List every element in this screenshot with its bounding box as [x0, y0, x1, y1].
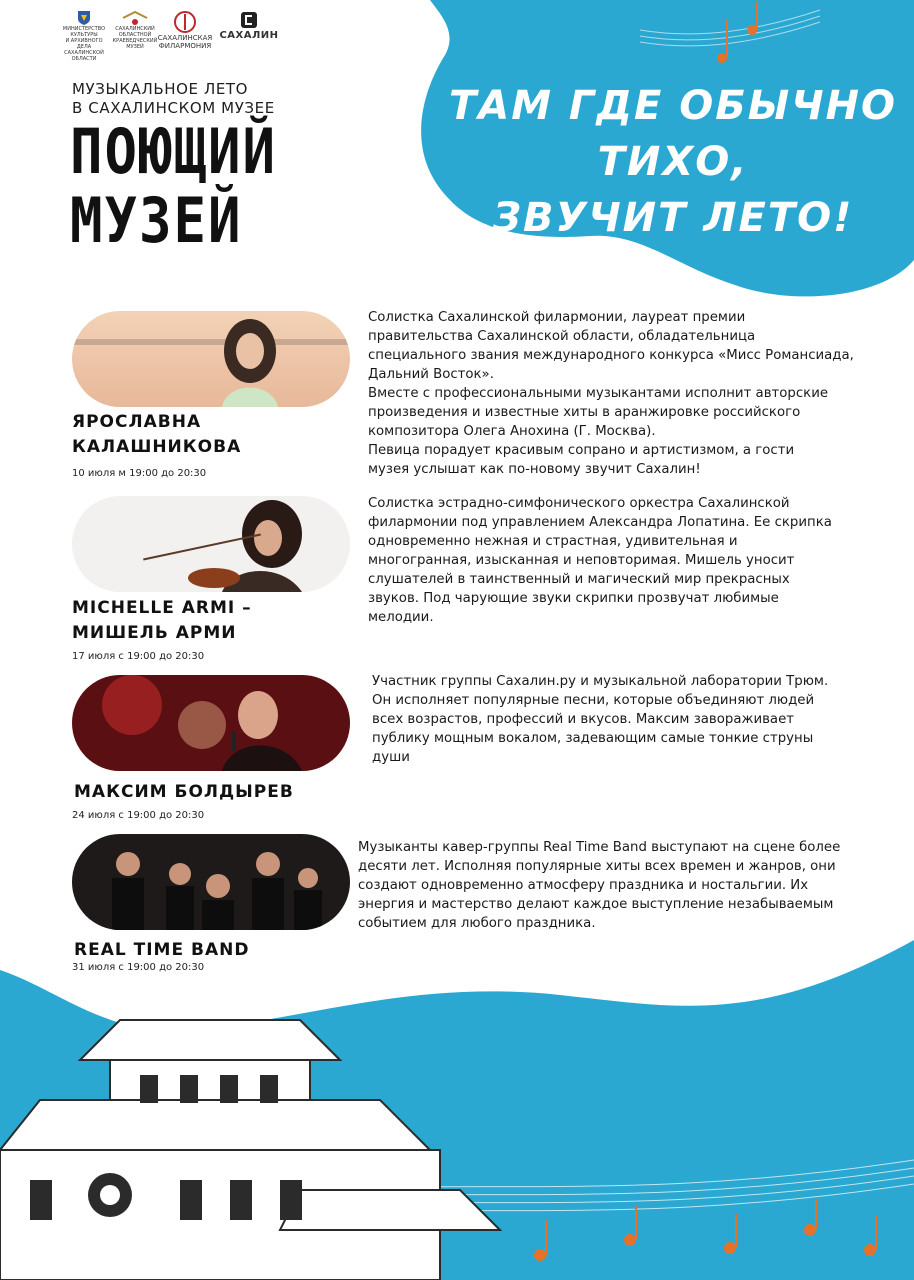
performer-date-2: 17 июля с 19:00 до 20:30 — [72, 651, 205, 662]
museum-logo-caption: САХАЛИНСКИЙ ОБЛАСТНОЙ КРАЕВЕДЧЕСКИЙ МУЗЕЙ — [112, 26, 158, 50]
sakhalin-brand-logo-caption: САХАЛИН — [219, 30, 279, 41]
performer-date-1: 10 июля м 19:00 до 20:30 — [72, 468, 207, 479]
music-notes-icon — [700, 0, 780, 70]
performer-description-2: Солистка эстрадно-симфонического оркестра Сахалинской филармонии под управлением Александра Лопатина. Ее скрипка одновременно нежная и страстная, удивительная и многогранная, изысканная и неповторимая. Мишель уносит слушателей в таинственный и магический мир прекрасных звуков. Под чарующие звуки скрипки прозвучат любимые мелодии. — [368, 496, 832, 625]
music-notes-icon — [520, 1200, 900, 1280]
performer-name-2: MICHELLE ARMI – МИШЕЛЬ АРМИ — [72, 598, 252, 643]
museum-roof-logo-icon — [121, 10, 149, 26]
performer-description-3: Участник группы Сахалин.ру и музыкальной лаборатории Трюм. Он исполняет популярные песни, которые объединяют людей всех возрастов, профессий и вкусов. Максим завораживает публику мощным вокалом, задевающим самые тонкие струны души — [372, 674, 829, 765]
philharmonic-logo-icon — [173, 10, 197, 34]
performer-date-3: 24 июля с 19:00 до 20:30 — [72, 810, 205, 821]
performer-photo-2 — [72, 496, 350, 592]
performer-date-4: 31 июля с 19:00 до 20:30 — [72, 962, 205, 973]
sakhalin-brand-logo-icon — [239, 10, 259, 30]
ministry-logo — [62, 10, 106, 62]
performer-photo-4 — [72, 834, 350, 930]
performer-name-3: МАКСИМ БОЛДЫРЕВ — [74, 782, 294, 802]
slogan: ТАМ ГДЕ ОБЫЧНО ТИХО, ЗВУЧИТ ЛЕТО! — [448, 83, 898, 241]
band-group-icon — [72, 834, 350, 930]
philharmonic-logo-caption: САХАЛИНСКАЯ ФИЛАРМОНИЯ — [157, 34, 213, 50]
museum-building-illustration — [0, 990, 520, 1280]
singer-portrait-icon — [72, 311, 350, 407]
performer-photo-1 — [72, 311, 350, 407]
performer-description-4: Музыканты кавер-группы Real Time Band выступают на сцене более десяти лет. Исполняя популярные хиты всех времен и жанров, они создают одновременно атмосферу праздника и ностальгии. Их энергия и мастерство делают каждое выступление незабываемым событием для любого праздника. — [358, 840, 841, 931]
partner-logos — [62, 10, 302, 62]
performer-name-4: REAL TIME BAND — [74, 940, 250, 960]
regional-ministry-crest-icon — [77, 10, 91, 26]
ministry-logo-caption: МИНИСТЕРСТВО КУЛЬТУРЫ И АРХИВНОГО ДЕЛА САХАЛИНСКОЙ ОБЛАСТИ — [62, 26, 106, 62]
performer-photo-3 — [72, 675, 350, 771]
performer-name-1: ЯРОСЛАВНА КАЛАШНИКОВА — [72, 412, 242, 457]
page-title: ПОЮЩИЙ МУЗЕЙ — [70, 115, 278, 258]
museum-logo — [112, 10, 158, 50]
vocalist-stage-icon — [72, 675, 350, 771]
event-subtitle: МУЗЫКАЛЬНОЕ ЛЕТО В САХАЛИНСКОМ МУЗЕЕ — [72, 80, 275, 117]
philharmonic-logo — [158, 10, 212, 50]
performer-description-1: Солистка Сахалинской филармонии, лауреат премии правительства Сахалинской области, обладательница специального звания международного конкурса «Мисс Романсиада, Дальний Восток». Вместе с профессиональными музыкантами исполнит авторские произведения и известные хиты в аранжировке российского композитора Олега Анохина (Г. Москва). Певица порадует красивым сопрано и артистизмом, а гости музея услышат как по-новому звучит Сахалин! — [368, 310, 854, 477]
sakhalin-brand-logo — [212, 10, 286, 42]
violinist-portrait-icon — [72, 496, 350, 592]
